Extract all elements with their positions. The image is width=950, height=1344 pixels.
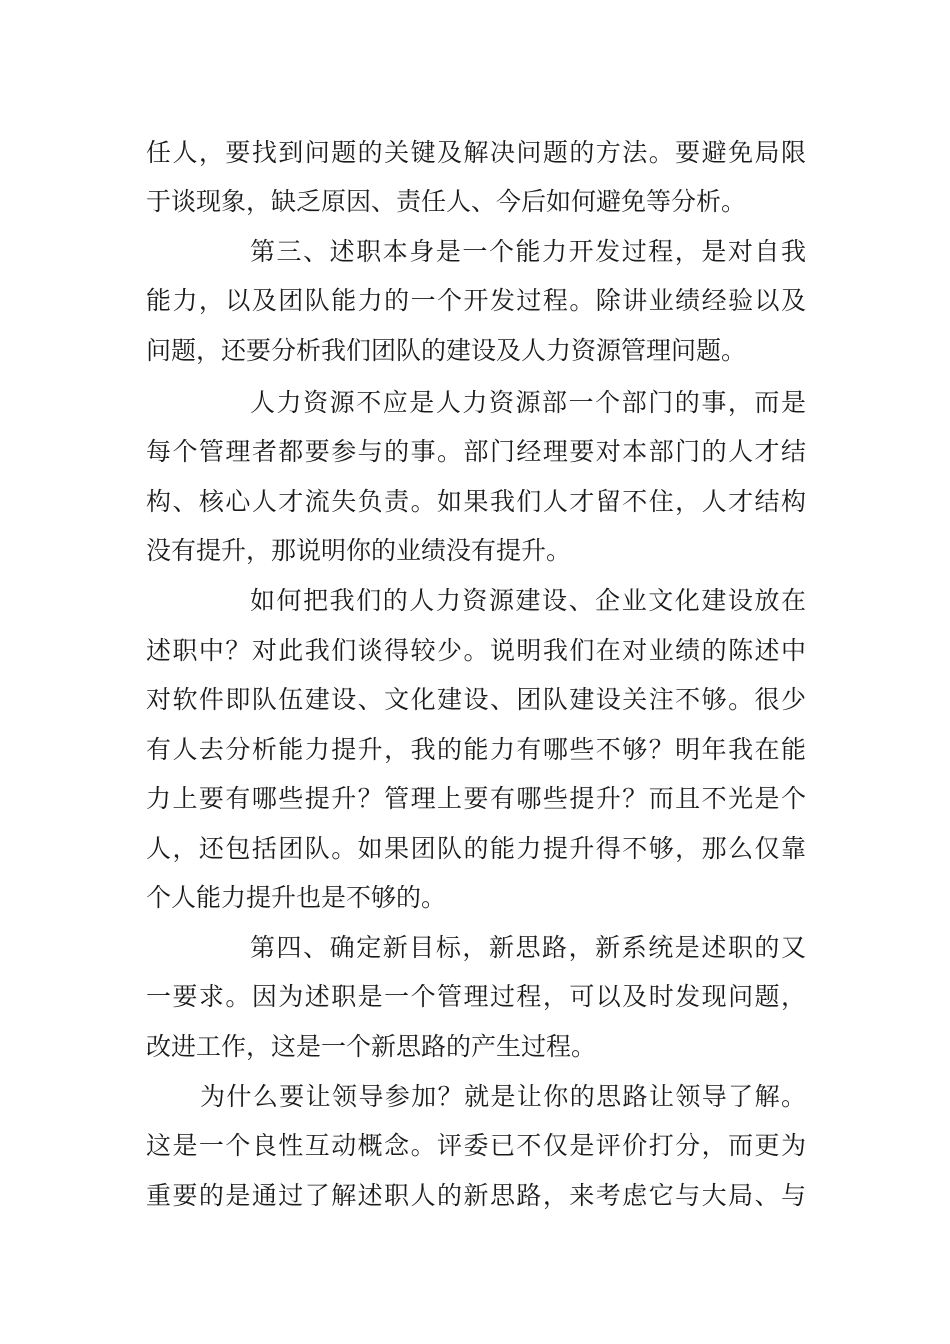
text-line: 第四、确定新目标，新思路，新系统是述职的又 [250,933,806,962]
text-line: 于谈现象，缺乏原因、责任人、今后如何避免等分析。 [146,187,747,216]
text-line: 如何把我们的人力资源建设、企业文化建设放在 [250,586,806,615]
text-line: 人力资源不应是人力资源部一个部门的事，而是 [250,388,806,417]
text-line: 为什么要让领导参加？就是让你的思路让领导了解。 [200,1082,806,1111]
text-line: 没有提升，那说明你的业绩没有提升。 [146,536,572,565]
text-line: 有人去分析能力提升，我的能力有哪些不够？明年我在能 [146,735,806,764]
text-line: 这是一个良性互动概念。评委已不仅是评价打分，而更为 [146,1131,806,1160]
text-line: 一要求。因为述职是一个管理过程，可以及时发现问题， [146,982,806,1011]
text-line: 改进工作，这是一个新思路的产生过程。 [146,1032,597,1061]
text-line: 任人，要找到问题的关键及解决问题的方法。要避免局限 [146,138,806,167]
text-line: 力上要有哪些提升？管理上要有哪些提升？而且不光是个 [146,784,806,813]
text-line: 个人能力提升也是不够的。 [146,883,447,912]
text-line: 每个管理者都要参与的事。部门经理要对本部门的人才结 [146,437,806,466]
text-line: 构、核心人才流失负责。如果我们人才留不住，人才结构 [146,487,806,516]
text-line: 能力，以及团队能力的一个开发过程。除讲业绩经验以及 [146,286,806,315]
text-line: 述职中？对此我们谈得较少。说明我们在对业绩的陈述中 [146,636,806,665]
text-line: 问题，还要分析我们团队的建设及人力资源管理问题。 [146,336,747,365]
text-line: 第三、述职本身是一个能力开发过程，是对自我 [250,237,806,266]
text-line: 人，还包括团队。如果团队的能力提升得不够，那么仅靠 [146,834,806,863]
text-line: 对软件即队伍建设、文化建设、团队建设关注不够。很少 [146,685,806,714]
text-line: 重要的是通过了解述职人的新思路，来考虑它与大局、与 [146,1181,806,1210]
